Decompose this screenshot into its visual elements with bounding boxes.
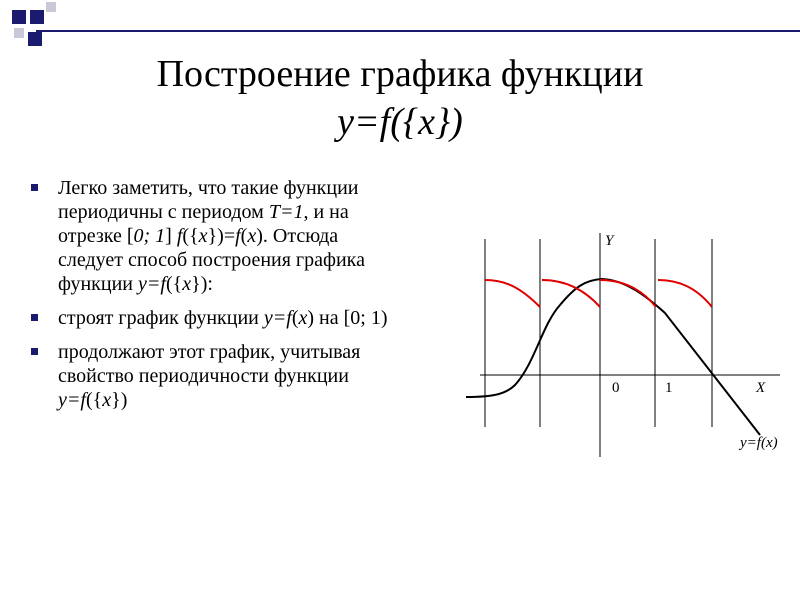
bullet-text-run: })= xyxy=(207,225,236,247)
bullet-text-run: f xyxy=(235,225,241,247)
periodic-arc xyxy=(658,280,712,307)
bullet-text-run: продолжают этот график, учитывая свойство периодичности функции xyxy=(58,341,361,387)
bullet-text-run: строят график функции xyxy=(58,307,264,329)
deco-square xyxy=(28,32,42,46)
slide-title xyxy=(0,50,800,146)
bullet-text-run: y=f xyxy=(58,389,86,411)
deco-square xyxy=(30,10,44,24)
bullet-text-run: ({ xyxy=(85,389,103,411)
title-line-2: y=f({x}) xyxy=(337,101,463,143)
bullet-text-run: T=1 xyxy=(268,201,304,223)
curve-f-of-frac-x xyxy=(485,280,712,307)
curve-label: y=f(x) xyxy=(740,435,778,451)
deco-square xyxy=(12,10,26,24)
bullet-text-run: , и на отрезке [ xyxy=(58,201,349,247)
bullet-square-icon xyxy=(31,184,38,191)
bullet-square-icon xyxy=(31,314,38,321)
bullet-text-run: ( xyxy=(291,307,299,329)
function-graph xyxy=(460,225,800,465)
bullet-text-run: x xyxy=(198,225,208,247)
periodic-arc xyxy=(485,280,540,307)
bullet-text-run: 0; 1 xyxy=(133,225,166,247)
bullet-text-run: ( xyxy=(240,225,248,247)
y-axis-label: Y xyxy=(605,233,614,249)
bullet-text-run: x xyxy=(182,273,192,295)
title-line-1: Построение графика функции xyxy=(156,53,644,95)
header-line xyxy=(36,30,800,32)
deco-square xyxy=(14,28,24,38)
tick-label-1: 1 xyxy=(665,380,673,396)
bullet-text-run: ) на [0; 1) xyxy=(307,307,388,329)
bullet-text-run: }) xyxy=(111,389,128,411)
bullet-item xyxy=(28,306,388,330)
bullet-text-run: ). Отсюда следует способ построения графика функции xyxy=(58,225,365,295)
bullet-square-icon xyxy=(31,348,38,355)
bullet-text-run: x xyxy=(298,307,308,329)
bullet-text-run: x xyxy=(247,225,257,247)
bullet-item xyxy=(28,176,388,296)
tick-label-0: 0 xyxy=(612,380,620,396)
bullet-text-run: y=f xyxy=(138,273,166,295)
bullet-text-run: y=f xyxy=(263,307,292,329)
x-axis-label: X xyxy=(756,380,766,396)
bullet-text-run: }): xyxy=(191,273,213,295)
bullet-text-run: ({ xyxy=(165,273,183,295)
curve-f-of-x xyxy=(466,279,760,435)
bullet-text-run: f xyxy=(176,225,183,247)
bullet-item xyxy=(28,340,388,412)
bullet-text-run: ({ xyxy=(182,225,199,247)
bullet-text-run: x xyxy=(102,389,112,411)
deco-square xyxy=(46,2,56,12)
bullet-text-run: ] xyxy=(165,225,177,247)
periodic-arc xyxy=(600,280,656,307)
bullet-list xyxy=(28,176,388,422)
bullet-text-run: Легко заметить, что такие функции периодичны с периодом xyxy=(58,177,359,223)
